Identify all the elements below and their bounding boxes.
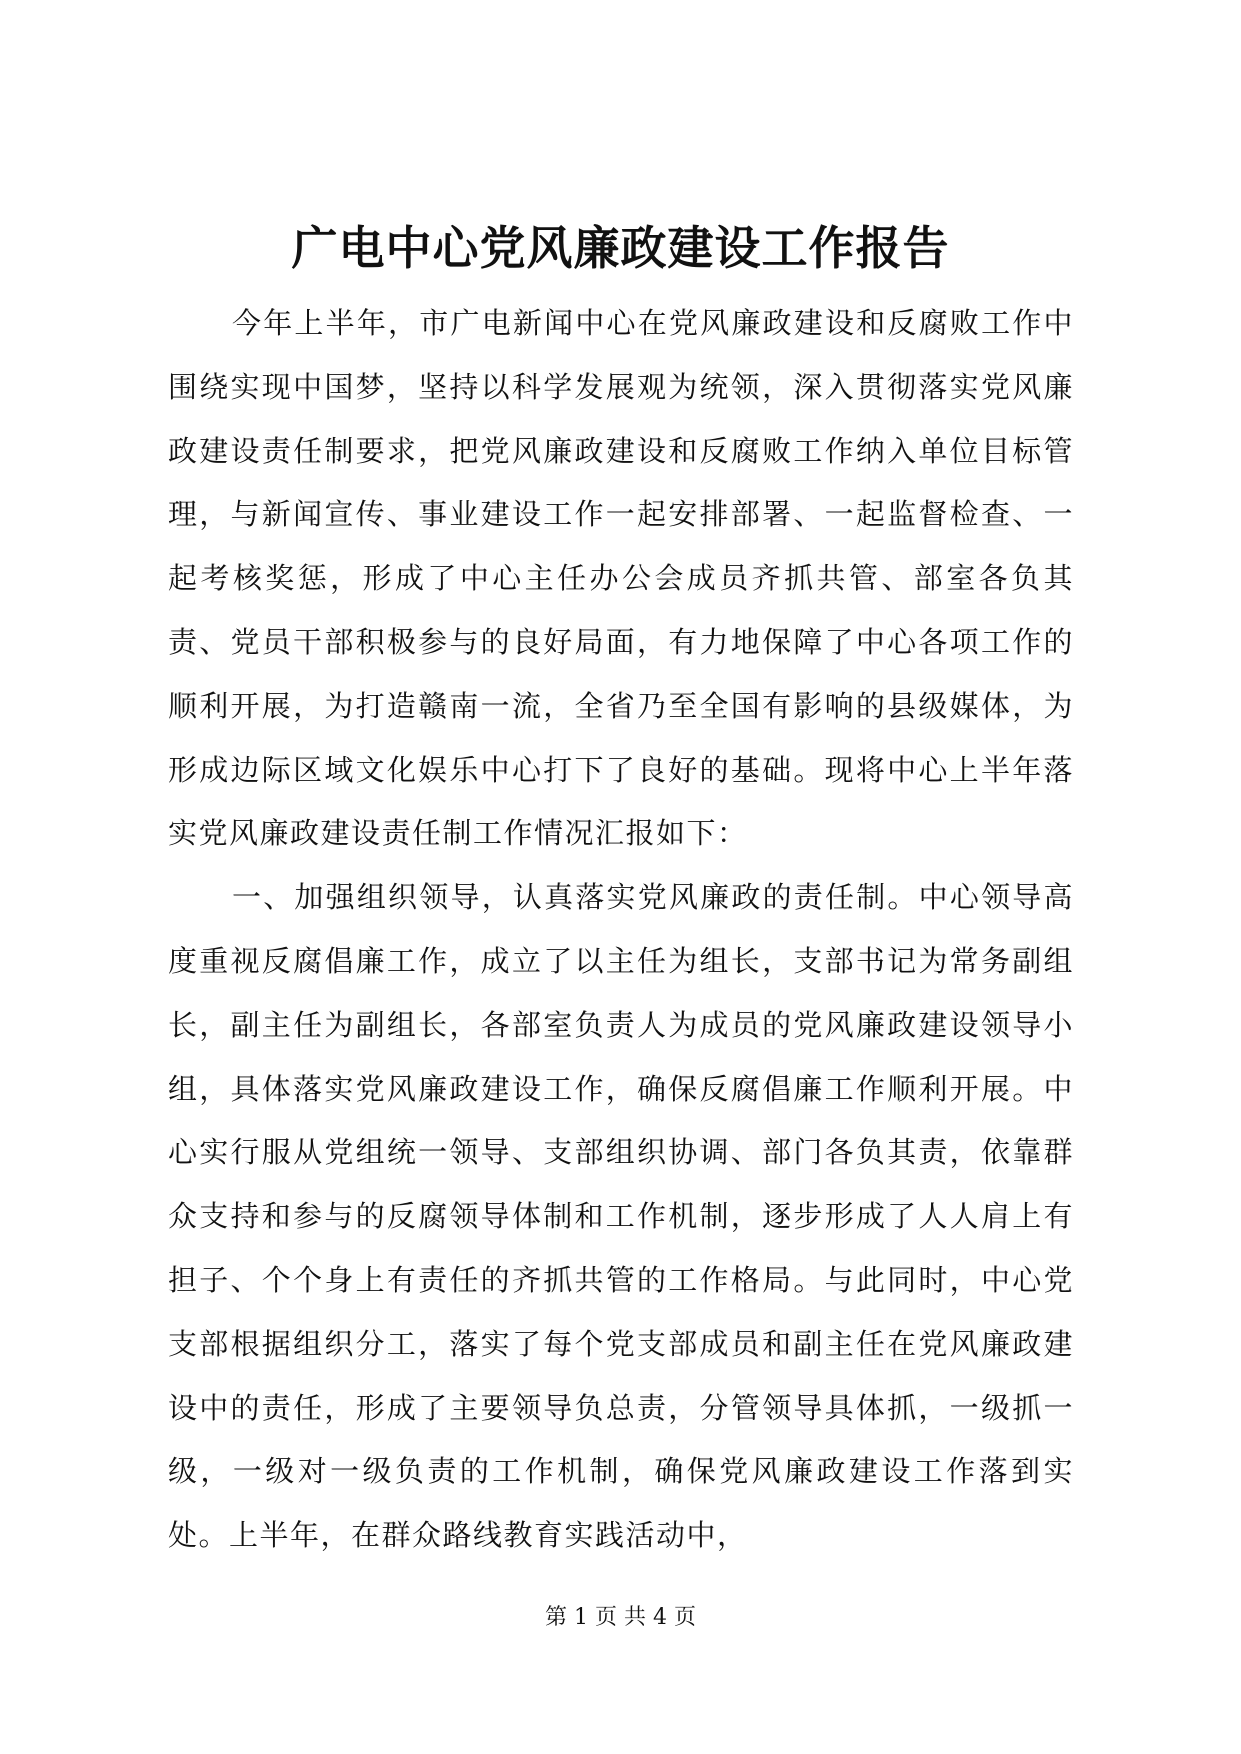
paragraph-intro: 今年上半年，市广电新闻中心在党风廉政建设和反腐败工作中围绕实现中国梦，坚持以科学发展观为统领，深入贯彻落实党风廉政建设责任制要求，把党风廉政建设和反腐败工作纳入单位目标管理，与新闻宣传、事业建设工作一起安排部署、一起监督检查、一起考核奖惩，形成了中心主任办公会成员齐抓共管、部室各负其责、党员干部积极参与的良好局面，有力地保障了中心各项工作的顺利开展，为打造赣南一流，全省乃至全国有影响的县级媒体，为形成边际区域文化娱乐中心打下了良好的基础。现将中心上半年落实党风廉政建设责任制工作情况汇报如下： xyxy=(168,306,1074,851)
paragraph-section-one: 一、加强组织领导，认真落实党风廉政的责任制。中心领导高度重视反腐倡廉工作，成立了以主任为组长，支部书记为常务副组长，副主任为副组长，各部室负责人为成员的党风廉政建设领导小组，具体落实党风廉政建设工作，确保反腐倡廉工作顺利开展。中心实行服从党组统一领导、支部组织协调、部门各负其责，依靠群众支持和参与的反腐领导体制和工作机制，逐步形成了人人肩上有担子、个个身上有责任的齐抓共管的工作格局。与此同时，中心党支部根据组织分工，落实了每个党支部成员和副主任在党风廉政建设中的责任，形成了主要领导负总责，分管领导具体抓，一级抓一级，一级对一级负责的工作机制，确保党风廉政建设工作落到实处。上半年，在群众路线教育实践活动中， xyxy=(168,880,1074,1553)
page-title: 广电中心党风廉政建设工作报告 xyxy=(291,221,950,275)
page-number-footer: 第 1 页 共 4 页 xyxy=(545,1605,696,1630)
document-body xyxy=(168,292,1074,1568)
